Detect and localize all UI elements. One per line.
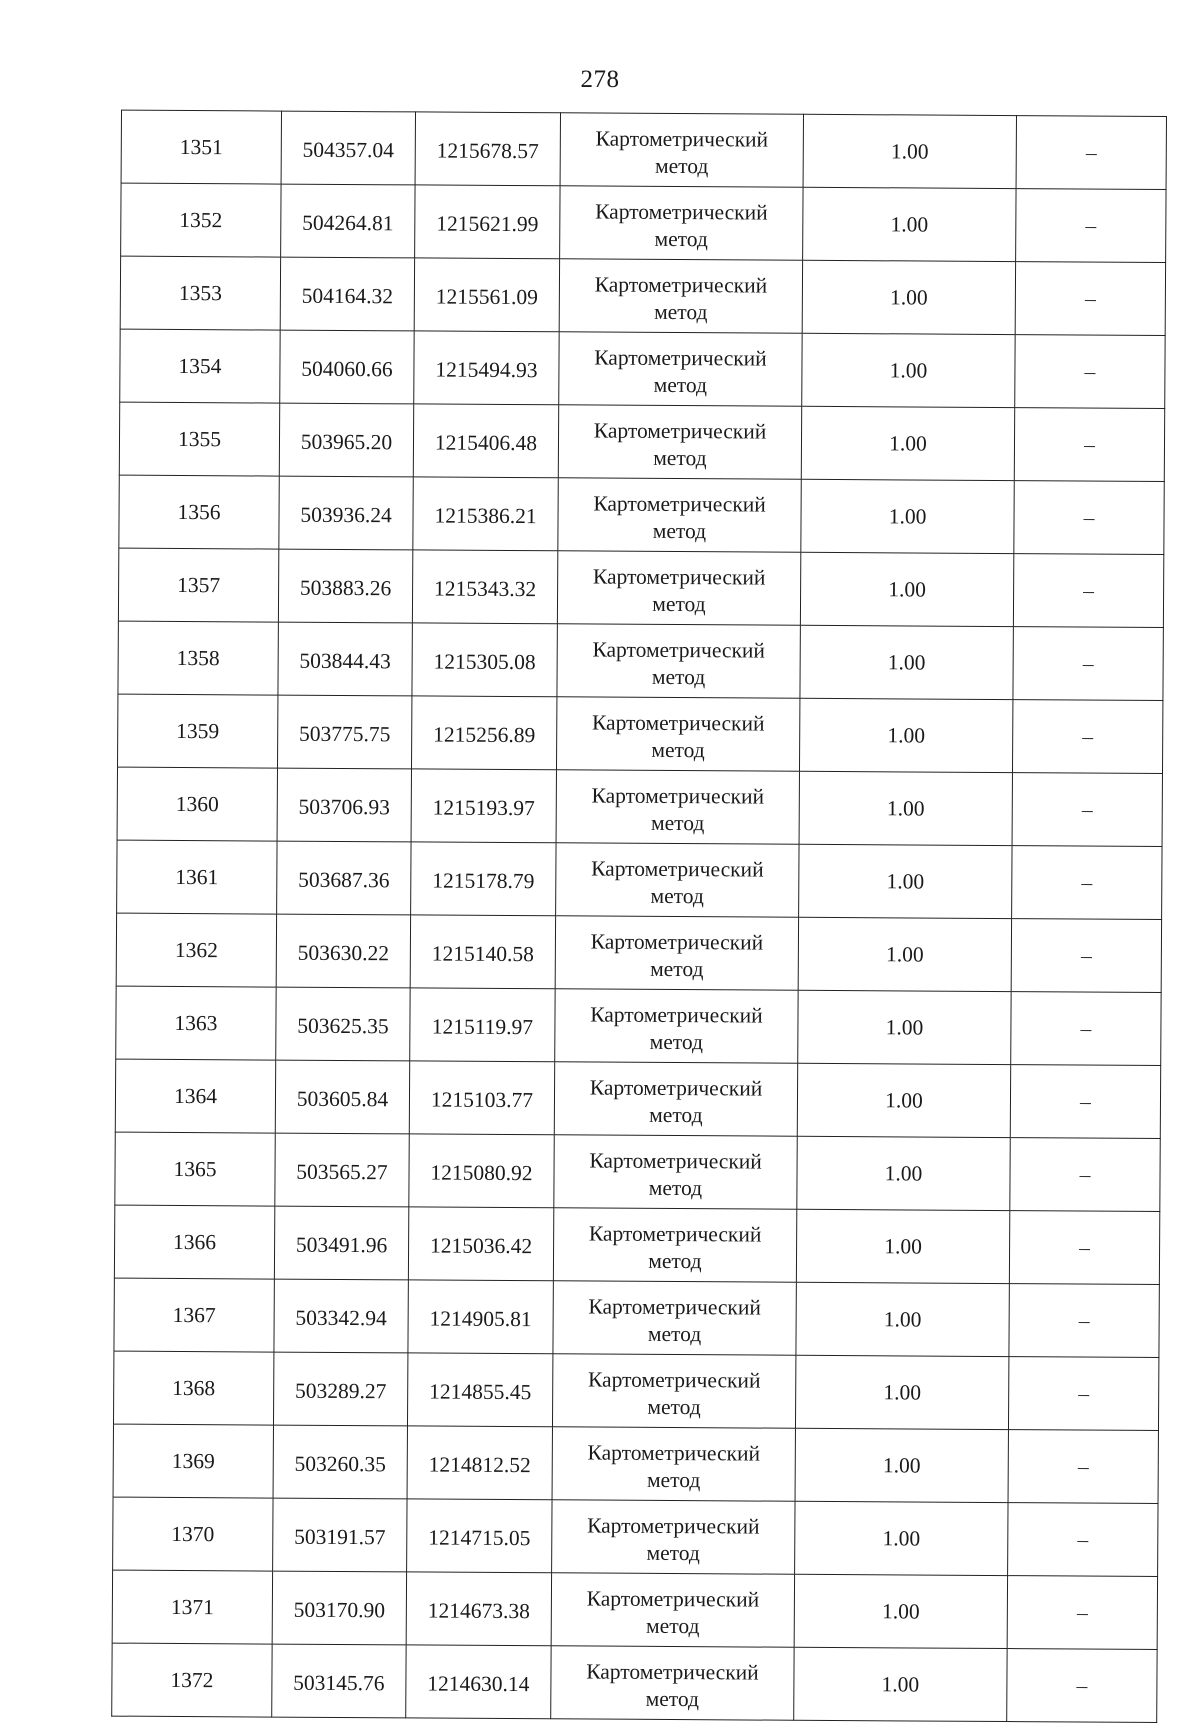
method-label-line1: Картометрический: [587, 1439, 761, 1466]
table-row: [117, 840, 1162, 919]
accuracy-cell: 1.00: [796, 1209, 1009, 1283]
x-coordinate-cell: 503260.35: [273, 1425, 407, 1499]
table-row: [112, 1570, 1157, 1649]
note-cell: –: [1016, 116, 1166, 190]
accuracy-cell: 1.00: [797, 1063, 1010, 1137]
x-coordinate-cell: 503565.27: [275, 1133, 409, 1207]
y-coordinate-cell: 1214812.52: [407, 1426, 552, 1500]
method-label-line1: Картометрический: [591, 710, 765, 736]
method-cell: [556, 843, 799, 917]
x-coordinate-cell: 504264.81: [281, 184, 415, 258]
method-label-line1: Картометрический: [593, 491, 766, 517]
accuracy-cell: 1.00: [800, 552, 1013, 626]
accuracy-cell: 1.00: [799, 771, 1012, 845]
method-label-line2: метод: [650, 956, 704, 981]
method-label-line1: Картометрический: [588, 1293, 762, 1320]
method-cell: [558, 405, 801, 479]
note-cell: –: [1015, 262, 1165, 336]
method-label-line2: метод: [646, 1540, 700, 1565]
table-row: [116, 986, 1161, 1065]
x-coordinate-cell: 504164.32: [280, 257, 414, 331]
method-label-line1: Картометрический: [591, 856, 764, 882]
y-coordinate-cell: 1215140.58: [410, 915, 555, 989]
point-number-cell: 1371: [112, 1570, 272, 1644]
point-number-cell: 1353: [120, 256, 280, 330]
x-coordinate-cell: 503170.90: [272, 1571, 406, 1645]
note-cell: –: [1011, 992, 1161, 1066]
x-coordinate-cell: 503687.36: [277, 841, 411, 915]
point-number-cell: 1372: [112, 1643, 272, 1717]
point-number-cell: 1370: [113, 1497, 273, 1571]
note-cell: –: [1015, 335, 1165, 409]
method-label-line1: Картометрический: [593, 418, 767, 444]
x-coordinate-cell: 503191.57: [273, 1498, 407, 1572]
method-label-line2: метод: [654, 226, 708, 251]
accuracy-cell: 1.00: [802, 333, 1015, 407]
coordinates-table-body: [112, 110, 1167, 1722]
note-cell: –: [1008, 1503, 1158, 1577]
method-label-line2: метод: [648, 1175, 703, 1200]
y-coordinate-cell: 1215561.09: [414, 258, 559, 332]
method-label-line1: Картометрический: [592, 637, 766, 663]
y-coordinate-cell: 1215036.42: [408, 1207, 553, 1281]
method-label-line1: Картометрический: [590, 929, 764, 955]
point-number-cell: 1364: [115, 1059, 275, 1133]
table-row: [121, 110, 1166, 189]
point-number-cell: 1359: [118, 694, 278, 768]
table-row: [115, 1059, 1160, 1138]
method-cell: [556, 697, 799, 771]
method-label-line2: метод: [649, 1029, 704, 1054]
method-cell: [560, 113, 803, 187]
table-row: [120, 329, 1165, 408]
method-label-line2: метод: [647, 1394, 701, 1419]
accuracy-cell: 1.00: [799, 844, 1012, 918]
note-cell: –: [1007, 1576, 1157, 1650]
table-row: [114, 1205, 1159, 1284]
note-cell: –: [1013, 554, 1163, 628]
point-number-cell: 1357: [118, 548, 278, 622]
method-cell: [555, 916, 798, 990]
method-label-line2: метод: [646, 1467, 701, 1492]
note-cell: –: [1012, 700, 1162, 774]
y-coordinate-cell: 1215678.57: [415, 112, 560, 186]
x-coordinate-cell: 504357.04: [281, 111, 415, 185]
method-label-line1: Картометрический: [591, 783, 765, 809]
accuracy-cell: 1.00: [795, 1428, 1008, 1502]
table-row: [115, 1132, 1160, 1211]
y-coordinate-cell: 1215178.79: [411, 842, 556, 916]
y-coordinate-cell: 1215193.97: [411, 769, 556, 843]
point-number-cell: 1355: [119, 402, 279, 476]
method-cell: [556, 770, 799, 844]
y-coordinate-cell: 1215343.32: [412, 550, 557, 624]
method-label-line1: Картометрический: [587, 1512, 760, 1539]
note-cell: –: [1013, 627, 1163, 701]
y-coordinate-cell: 1214905.81: [408, 1280, 553, 1354]
point-number-cell: 1368: [113, 1351, 273, 1425]
point-number-cell: 1365: [115, 1132, 275, 1206]
accuracy-cell: 1.00: [800, 625, 1013, 699]
method-label-line2: метод: [651, 737, 705, 762]
method-label-line2: метод: [645, 1686, 700, 1711]
table-row: [121, 183, 1166, 262]
note-cell: –: [1007, 1649, 1157, 1723]
method-cell: [554, 1135, 797, 1209]
table-row: [113, 1424, 1158, 1503]
method-cell: [560, 186, 803, 260]
method-cell: [557, 624, 800, 698]
method-label-line1: Картометрический: [586, 1658, 759, 1685]
method-cell: [554, 1062, 797, 1136]
x-coordinate-cell: 503844.43: [278, 622, 412, 696]
method-label-line1: Картометрический: [589, 1074, 763, 1101]
accuracy-cell: 1.00: [795, 1501, 1008, 1575]
method-label-line2: метод: [648, 1248, 702, 1273]
method-label-line1: Картометрический: [595, 199, 768, 225]
y-coordinate-cell: 1215119.97: [410, 988, 555, 1062]
method-cell: [558, 478, 801, 552]
method-label-line1: Картометрический: [590, 1001, 763, 1028]
x-coordinate-cell: 503883.26: [278, 549, 412, 623]
point-number-cell: 1351: [121, 110, 281, 184]
note-cell: –: [1009, 1284, 1159, 1358]
method-cell: [552, 1354, 795, 1428]
note-cell: –: [1012, 773, 1162, 847]
x-coordinate-cell: 503145.76: [272, 1644, 406, 1718]
method-label-line2: метод: [650, 883, 704, 908]
point-number-cell: 1361: [117, 840, 277, 914]
point-number-cell: 1354: [120, 329, 280, 403]
method-cell: [559, 259, 802, 333]
y-coordinate-cell: 1215621.99: [415, 185, 560, 259]
method-label-line2: метод: [653, 445, 707, 470]
point-number-cell: 1356: [119, 475, 279, 549]
point-number-cell: 1358: [118, 621, 278, 695]
method-label-line1: Картометрический: [592, 564, 766, 590]
method-label-line2: метод: [654, 153, 709, 178]
method-label-line2: метод: [649, 1102, 703, 1127]
y-coordinate-cell: 1215256.89: [411, 696, 556, 770]
x-coordinate-cell: 503289.27: [273, 1352, 407, 1426]
point-number-cell: 1360: [117, 767, 277, 841]
note-cell: –: [1008, 1430, 1158, 1504]
note-cell: –: [1011, 919, 1161, 993]
point-number-cell: 1363: [116, 986, 276, 1060]
table-row: [116, 913, 1161, 992]
method-label-line2: метод: [653, 372, 708, 397]
y-coordinate-cell: 1215494.93: [414, 331, 559, 405]
method-cell: [552, 1427, 795, 1501]
point-number-cell: 1366: [114, 1205, 274, 1279]
method-cell: [553, 1208, 796, 1282]
point-number-cell: 1369: [113, 1424, 273, 1498]
note-cell: –: [1009, 1211, 1159, 1285]
x-coordinate-cell: 503936.24: [279, 476, 413, 550]
point-number-cell: 1352: [121, 183, 281, 257]
page-number: 278: [580, 66, 620, 93]
method-label-line2: метод: [650, 810, 705, 835]
x-coordinate-cell: 503491.96: [274, 1206, 408, 1280]
x-coordinate-cell: 503965.20: [279, 403, 413, 477]
method-cell: [557, 551, 800, 625]
note-cell: –: [1012, 846, 1162, 920]
coordinates-table: [111, 110, 1167, 1723]
accuracy-cell: 1.00: [801, 406, 1014, 480]
accuracy-cell: 1.00: [803, 187, 1016, 261]
y-coordinate-cell: 1214673.38: [406, 1572, 551, 1646]
accuracy-cell: 1.00: [794, 1574, 1007, 1648]
accuracy-cell: 1.00: [797, 1136, 1010, 1210]
note-cell: –: [1010, 1138, 1160, 1212]
coordinates-table-wrapper: [111, 110, 1166, 1723]
method-label-line1: Картометрический: [594, 345, 767, 371]
method-label-line1: Картометрический: [588, 1220, 762, 1247]
table-row: [119, 402, 1164, 481]
method-label-line2: метод: [652, 518, 707, 543]
method-label-line2: метод: [646, 1613, 700, 1638]
x-coordinate-cell: 503706.93: [277, 768, 411, 842]
y-coordinate-cell: 1215103.77: [409, 1061, 554, 1135]
method-cell: [555, 989, 798, 1063]
x-coordinate-cell: 503775.75: [278, 695, 412, 769]
method-cell: [551, 1646, 794, 1720]
note-cell: –: [1008, 1357, 1158, 1431]
y-coordinate-cell: 1214855.45: [407, 1353, 552, 1427]
note-cell: –: [1016, 189, 1166, 263]
y-coordinate-cell: 1215305.08: [412, 623, 557, 697]
method-label-line1: Картометрический: [589, 1147, 762, 1174]
y-coordinate-cell: 1215386.21: [413, 477, 558, 551]
method-label-line1: Картометрический: [595, 126, 769, 152]
accuracy-cell: 1.00: [802, 260, 1015, 334]
y-coordinate-cell: 1214715.05: [407, 1499, 552, 1573]
note-cell: –: [1010, 1065, 1160, 1139]
x-coordinate-cell: 503630.22: [276, 914, 410, 988]
y-coordinate-cell: 1215406.48: [413, 404, 558, 478]
table-row: [114, 1278, 1159, 1357]
method-cell: [551, 1573, 794, 1647]
point-number-cell: 1362: [116, 913, 276, 987]
x-coordinate-cell: 503625.35: [276, 987, 410, 1061]
accuracy-cell: 1.00: [795, 1355, 1008, 1429]
point-number-cell: 1367: [114, 1278, 274, 1352]
table-row: [120, 256, 1165, 335]
accuracy-cell: 1.00: [794, 1647, 1007, 1721]
method-cell: [553, 1281, 796, 1355]
method-label-line2: метод: [652, 591, 706, 616]
table-row: [118, 621, 1163, 700]
method-cell: [552, 1500, 795, 1574]
x-coordinate-cell: 503605.84: [275, 1060, 409, 1134]
note-cell: –: [1014, 481, 1164, 555]
accuracy-cell: 1.00: [796, 1282, 1009, 1356]
method-label-line2: метод: [647, 1321, 702, 1346]
note-cell: –: [1014, 408, 1164, 482]
y-coordinate-cell: 1215080.92: [409, 1134, 554, 1208]
table-row: [113, 1351, 1158, 1430]
table-row: [119, 475, 1164, 554]
x-coordinate-cell: 504060.66: [280, 330, 414, 404]
method-label-line1: Картометрический: [594, 272, 768, 298]
accuracy-cell: 1.00: [801, 479, 1014, 553]
table-row: [117, 767, 1162, 846]
accuracy-cell: 1.00: [799, 698, 1012, 772]
y-coordinate-cell: 1214630.14: [406, 1645, 551, 1719]
method-label-line2: метод: [651, 664, 706, 689]
table-row: [112, 1643, 1157, 1722]
method-label-line2: метод: [654, 299, 708, 324]
method-label-line1: Картометрический: [587, 1366, 761, 1393]
accuracy-cell: 1.00: [798, 990, 1011, 1064]
table-row: [118, 694, 1163, 773]
method-label-line1: Картометрический: [586, 1585, 760, 1612]
table-row: [113, 1497, 1158, 1576]
table-row: [118, 548, 1163, 627]
method-cell: [559, 332, 802, 406]
accuracy-cell: 1.00: [798, 917, 1011, 991]
accuracy-cell: 1.00: [803, 114, 1016, 188]
x-coordinate-cell: 503342.94: [274, 1279, 408, 1353]
